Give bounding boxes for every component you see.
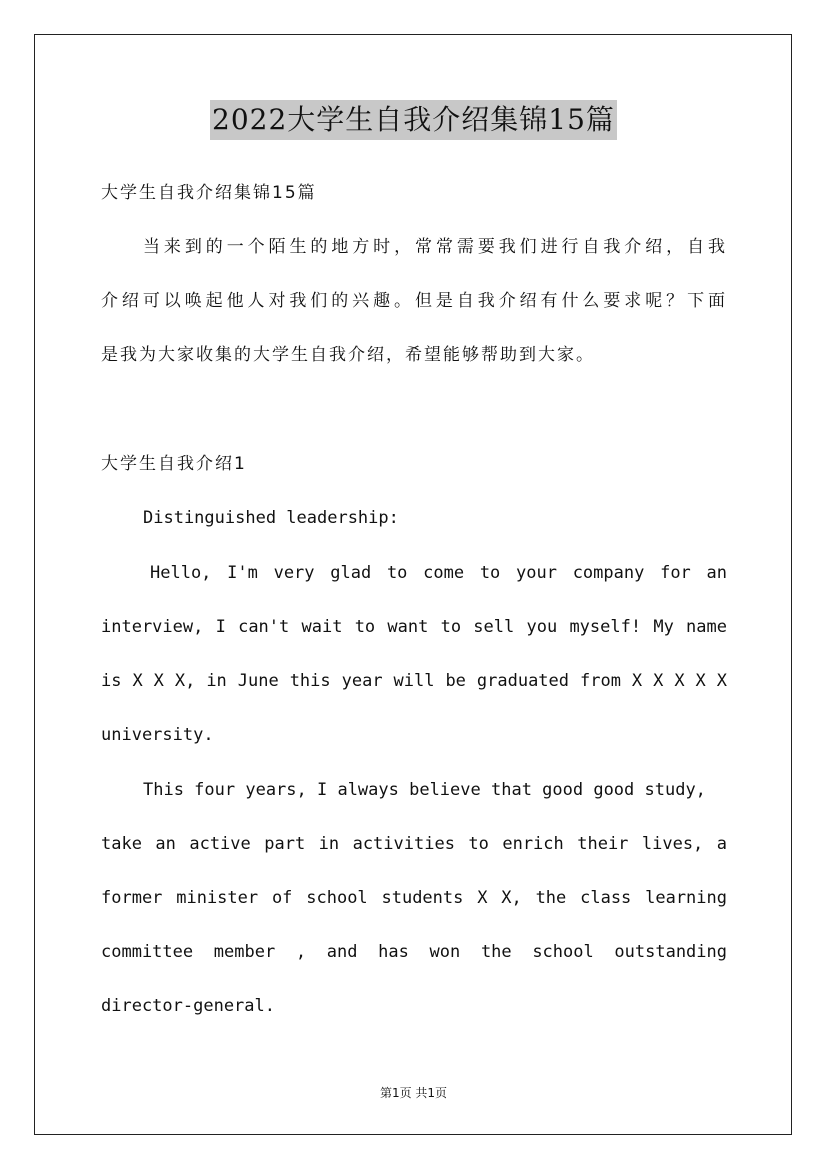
greeting-line: Distinguished leadership: [143,508,399,528]
section-heading: 大学生自我介绍1 [101,454,247,474]
paragraph-line: is X X X, in June this year will be graduated from X X X X X [101,671,727,691]
intro-line: 是我为大家收集的大学生自我介绍，希望能够帮助到大家。 [101,345,595,365]
paragraph-line: director-general. [101,996,275,1016]
paragraph-line: university. [101,725,214,745]
paragraph-line: former minister of school students X X, the class learning [101,888,727,908]
paragraph-line: Hello, I'm very glad to come to your company for an [150,563,727,583]
paragraph-line: take an active part in activities to enrich their lives, a [101,834,727,854]
intro-line: 当来到的一个陌生的地方时，常常需要我们进行自我介绍，自我 [143,237,727,257]
paragraph-line: committee member , and has won the school outstanding [101,942,727,962]
document-subtitle: 大学生自我介绍集锦15篇 [101,183,317,203]
paragraph-line: This four years, I always believe that good good study, [143,780,706,800]
intro-line: 介绍可以唤起他人对我们的兴趣。但是自我介绍有什么要求呢？下面 [101,291,727,311]
page-number: 第1页 共1页 [379,1086,448,1100]
title-container [0,100,827,140]
document-title: 2022大学生自我介绍集锦15篇 [210,100,617,140]
paragraph-line: interview, I can't wait to want to sell you myself! My name [101,617,727,637]
